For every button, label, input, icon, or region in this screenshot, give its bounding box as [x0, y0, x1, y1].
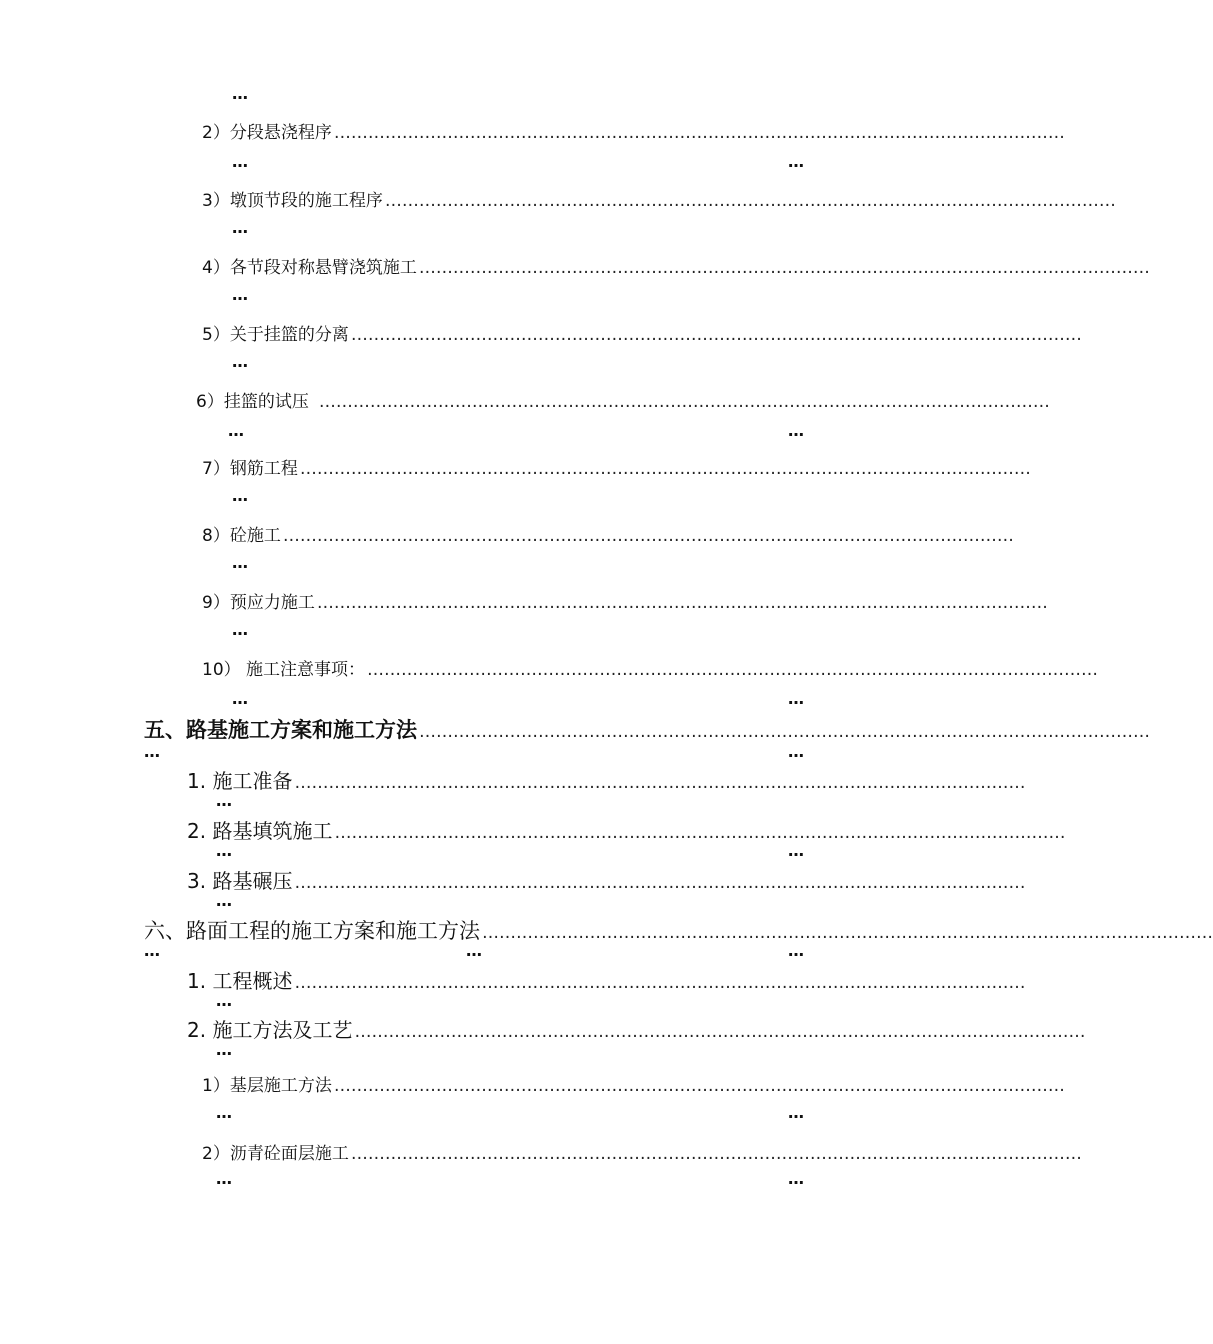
continuation-left: …	[232, 486, 248, 505]
dot-leader: …………………………………………………………………………………………………………………	[333, 1076, 1065, 1096]
dot-leader: …………………………………………………………………………………………………………………	[294, 773, 1026, 793]
continuation-left: …	[216, 891, 232, 910]
toc-entry[interactable]	[0, 655, 1099, 719]
continuation-left: …	[144, 941, 160, 960]
toc-entry[interactable]	[0, 186, 1116, 250]
toc-entry-label: 2）分段悬浇程序	[202, 123, 332, 143]
toc-entry-label: 9）预应力施工	[202, 593, 315, 613]
continuation-left: …	[216, 1169, 232, 1188]
continuation-right: …	[788, 1103, 804, 1122]
toc-entry-label: 4）各节段对称悬臂浇筑施工	[202, 258, 417, 278]
toc-entry-label: 7）钢筋工程	[202, 459, 298, 479]
continuation-right: …	[788, 841, 804, 860]
continuation-right: …	[788, 1169, 804, 1188]
dot-leader: …………………………………………………………………………………………………………………	[367, 660, 1099, 680]
dot-leader: …………………………………………………………………………………………………………………	[350, 325, 1082, 345]
dot-leader: …………………………………………………………………………………………………………………	[299, 459, 1031, 479]
continuation-right: …	[788, 742, 804, 761]
continuation-left: …	[232, 689, 248, 708]
toc-entry[interactable]	[0, 588, 1048, 652]
continuation-left: …	[232, 553, 248, 572]
dot-leader: …………………………………………………………………………………………………………………	[282, 526, 1014, 546]
toc-entry-label: 1）基层施工方法	[202, 1076, 332, 1096]
toc-section-label: 五、路基施工方案和施工方法	[144, 718, 417, 742]
continuation-left: …	[216, 1103, 232, 1122]
toc-entry-label: 3. 路基碾压	[187, 869, 293, 893]
dot-leader: …………………………………………………………………………………………………………………	[316, 593, 1048, 613]
toc-entry-label: 5）关于挂篮的分离	[202, 325, 349, 345]
toc-entry[interactable]	[0, 1014, 1086, 1078]
toc-entry[interactable]	[0, 1071, 1065, 1135]
continuation-right: …	[788, 689, 804, 708]
toc-entry-label: 1. 工程概述	[187, 969, 293, 993]
toc-entry-label: 10） 施工注意事项：	[202, 660, 366, 680]
dot-leader: …………………………………………………………………………………………………………………	[333, 123, 1065, 143]
continuation-left: …	[232, 620, 248, 639]
top-continuation: …	[232, 84, 248, 103]
continuation-left: …	[216, 1040, 232, 1059]
dot-leader: …………………………………………………………………………………………………………………	[384, 191, 1116, 211]
dot-leader: …………………………………………………………………………………………………………………	[350, 1144, 1082, 1164]
toc-section-label: 六、路面工程的施工方案和施工方法	[144, 919, 480, 943]
continuation-left: …	[232, 218, 248, 237]
toc-entry[interactable]	[0, 387, 1050, 451]
toc-entry-label: 1. 施工准备	[187, 769, 293, 793]
dot-leader: …………………………………………………………………………………………………………………	[294, 973, 1026, 993]
continuation-left: …	[232, 352, 248, 371]
toc-entry-label: 2. 路基填筑施工	[187, 819, 333, 843]
dot-leader: …………………………………………………………………………………………………………………	[354, 1022, 1086, 1042]
toc-entry[interactable]	[0, 118, 1065, 182]
continuation-left: …	[232, 285, 248, 304]
continuation-left: …	[232, 152, 248, 171]
dot-leader: …………………………………………………………………………………………………………………	[482, 923, 1213, 943]
dot-leader: …………………………………………………………………………………………………………………	[419, 722, 1150, 742]
continuation-right: …	[788, 152, 804, 171]
continuation-left: …	[228, 421, 244, 440]
continuation-left: …	[216, 991, 232, 1010]
toc-entry[interactable]	[0, 320, 1082, 384]
toc-entry[interactable]	[0, 253, 1150, 317]
toc-entry[interactable]	[0, 454, 1031, 518]
dot-leader: …………………………………………………………………………………………………………………	[334, 823, 1066, 843]
continuation-middle: …	[466, 941, 482, 960]
toc-entry-label: 6）挂篮的试压	[196, 392, 309, 412]
dot-leader: …………………………………………………………………………………………………………………	[418, 258, 1150, 278]
continuation-right: …	[788, 941, 804, 960]
toc-entry[interactable]	[0, 1139, 1082, 1203]
continuation-left: …	[216, 841, 232, 860]
toc-entry-label: 2）沥青砼面层施工	[202, 1144, 349, 1164]
toc-entry-label: 3）墩顶节段的施工程序	[202, 191, 383, 211]
dot-leader: …………………………………………………………………………………………………………………	[294, 873, 1026, 893]
dot-leader: …………………………………………………………………………………………………………………	[318, 392, 1050, 412]
toc-entry[interactable]	[0, 521, 1014, 585]
continuation-left: …	[144, 742, 160, 761]
continuation-right: …	[788, 421, 804, 440]
toc-entry-label: 2. 施工方法及工艺	[187, 1018, 353, 1042]
toc-entry-label: 8）砼施工	[202, 526, 281, 546]
continuation-left: …	[216, 791, 232, 810]
